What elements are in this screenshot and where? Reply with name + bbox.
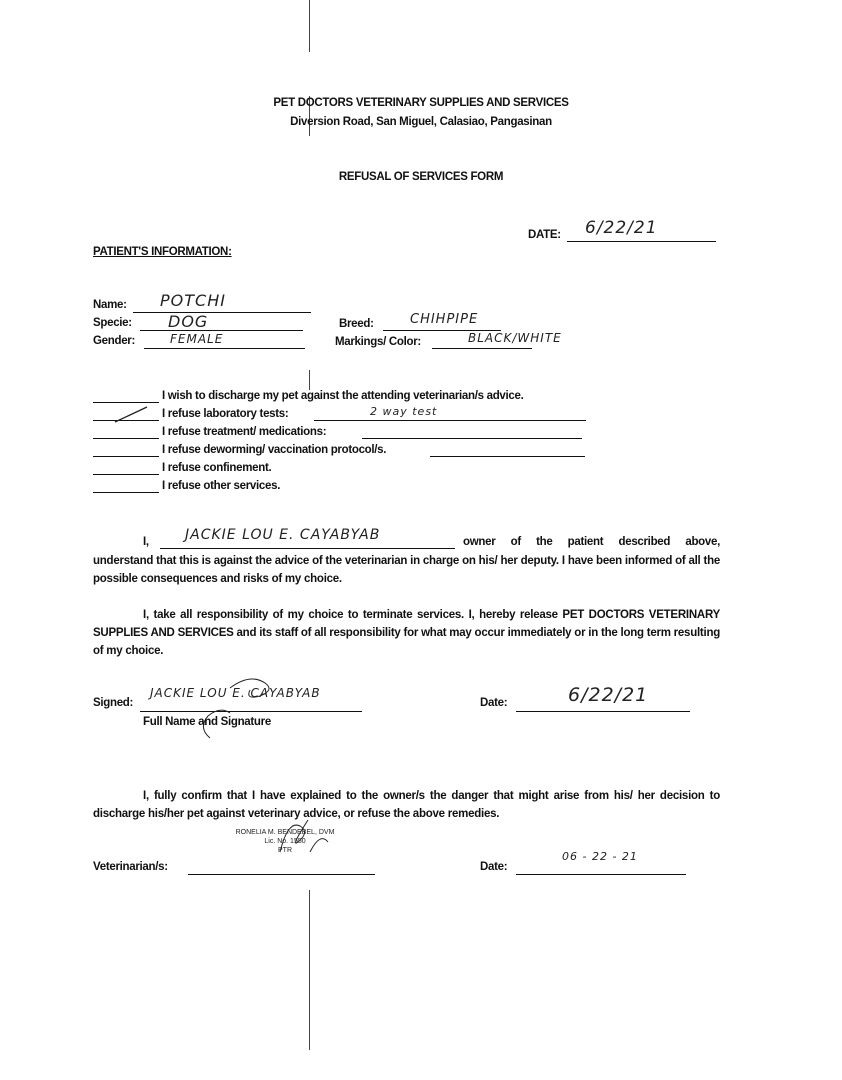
owner-name-line (160, 548, 455, 549)
signed-value: JACKIE LOU E. CAYABYAB (150, 686, 321, 700)
markings-line (432, 348, 532, 349)
breed-label: Breed: (339, 318, 374, 330)
signature-caption: Full Name and Signature (143, 716, 271, 728)
stamp-license: Lic. No. 1550 (264, 838, 306, 845)
name-line (133, 312, 311, 313)
option-treatment-check[interactable] (93, 438, 159, 439)
option-treatment: I refuse treatment/ medications: (162, 426, 327, 438)
option-discharge: I wish to discharge my pet against the attending veterinarian/s advice. (162, 390, 524, 402)
statement-prefix: I, (143, 536, 149, 548)
company-name: PET DOCTORS VETERINARY SUPPLIES AND SERVICES (273, 97, 569, 109)
option-lab-tests: I refuse laboratory tests: (162, 408, 289, 420)
markings-value: BLACK/WHITE (468, 331, 562, 345)
treatment-line (362, 438, 582, 439)
breed-value: CHIHPIPE (410, 312, 479, 327)
vet-label: Veterinarian/s: (93, 861, 168, 873)
owner-name: JACKIE LOU E. CAYABYAB (185, 527, 381, 543)
lab-tests-detail: 2 way test (370, 405, 438, 418)
specie-value: DOG (168, 312, 209, 331)
date-label: DATE: (528, 229, 561, 241)
stamp-ptr: PTR (278, 847, 292, 854)
vet-date-label: Date: (480, 861, 508, 873)
option-confinement: I refuse confinement. (162, 462, 272, 474)
option-confinement-check[interactable] (93, 474, 159, 475)
option-deworming: I refuse deworming/ vaccination protocol/s. (162, 444, 387, 456)
markings-label: Markings/ Color: (335, 336, 421, 348)
fold-line-top (309, 0, 310, 52)
option-other-check[interactable] (93, 492, 159, 493)
gender-line (144, 348, 305, 349)
gender-value: FEMALE (170, 332, 224, 346)
confirmation-text: I, fully confirm that I have explained to the owner/s the danger that might arise from his/ her decision to discharge his/her pet against veterinary advice, or refuse the above remedies. (93, 790, 720, 820)
fold-line-bottom (309, 890, 310, 1050)
stamp-name: RONELIA M. BENDEBEL, DVM (235, 829, 335, 836)
option-deworming-check[interactable] (93, 456, 159, 457)
specie-label: Specie: (93, 317, 132, 329)
vet-date-line (516, 874, 686, 875)
statement-line1-suffix: owner of the patient described above, (463, 536, 720, 548)
company-address: Diversion Road, San Miguel, Calasiao, Pangasinan (290, 116, 552, 128)
option-other: I refuse other services. (162, 480, 281, 492)
lab-tests-line (314, 420, 586, 421)
name-value: POTCHI (160, 291, 226, 310)
patient-section-title: PATIENT'S INFORMATION: (93, 246, 232, 258)
release-text: I, take all responsibility of my choice to terminate services. I, hereby release PET DOCTORS VETERINARY SUPPLIES AND SERVICES and its staff of all responsibility for what may occur immediately or in the long term resulting of my choice. (93, 609, 720, 657)
deworming-line (430, 456, 585, 457)
signature-date-value: 6/22/21 (568, 684, 649, 706)
vet-date-value: 06 - 22 - 21 (562, 850, 638, 863)
form-title: REFUSAL OF SERVICES FORM (338, 171, 504, 183)
vet-line (188, 874, 375, 875)
statement-text: understand that this is against the advice of the veterinarian in charge on his/ her deputy. I have been informed of all the possible consequences and risks of my choice. (93, 555, 720, 585)
name-label: Name: (93, 299, 127, 311)
gender-label: Gender: (93, 335, 135, 347)
vet-signature-scribble (270, 812, 340, 860)
signature-date-label: Date: (480, 697, 508, 709)
specie-line (140, 330, 303, 331)
date-line (567, 241, 716, 242)
option-discharge-check[interactable] (93, 402, 159, 403)
signature-scribble (190, 668, 340, 740)
fold-line-lower (309, 370, 310, 390)
check-mark-icon (113, 405, 149, 423)
signed-label: Signed: (93, 697, 134, 709)
signature-date-line (516, 711, 690, 712)
date-value: 6/22/21 (585, 218, 658, 238)
